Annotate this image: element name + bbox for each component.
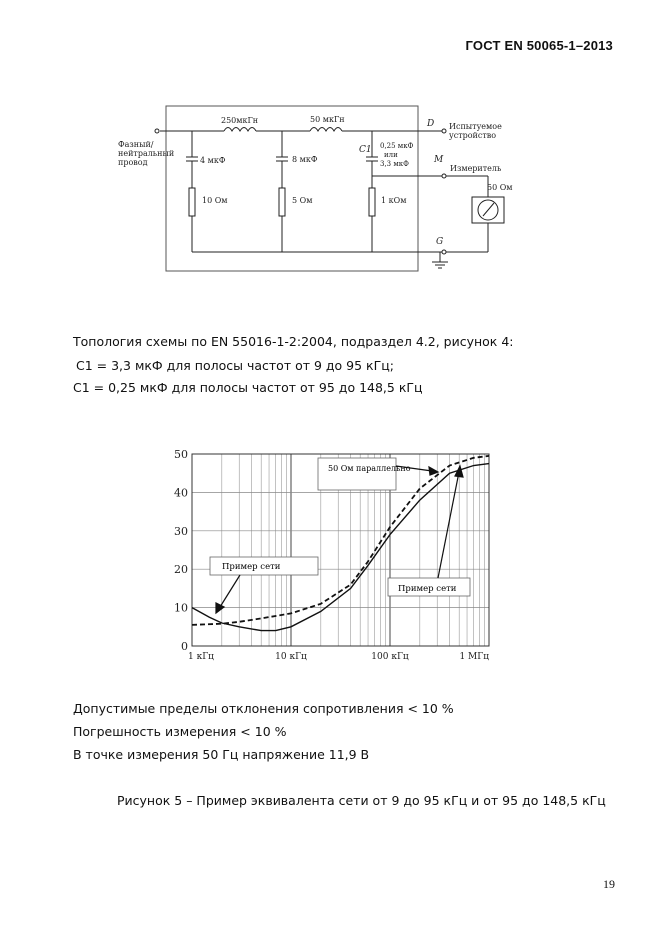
page-number: 19 — [603, 877, 615, 891]
note-line-3: В точке измерения 50 Гц напряжение 11,9 В — [73, 747, 370, 762]
y-tick-label: 10 — [174, 601, 188, 615]
left-terminal-label-1: Фазный/ — [118, 140, 154, 149]
figure-caption: Рисунок 5 – Пример эквивалента сети от 9 до 95 кГц и от 95 до 148,5 кГц — [117, 793, 606, 808]
node-m: M — [434, 155, 444, 165]
meter-res-label: 50 Ом — [487, 183, 513, 192]
node-m-label: Измеритель — [450, 164, 502, 173]
node-g: G — [436, 237, 444, 247]
topology-line-3: C1 = 0,25 мкФ для полосы частот от 95 до 148,5 кГц — [73, 380, 423, 395]
annotation-network-1: Пример сети — [222, 562, 281, 572]
node-d-label-2: устройство — [449, 131, 497, 140]
inductor2-label: 50 мкГн — [310, 115, 345, 124]
note-line-1: Допустимые пределы отклонения сопротивления < 10 % — [73, 701, 454, 716]
res3-label: 1 кОм — [381, 196, 407, 205]
cap3-value-2: или — [384, 151, 398, 159]
arrow-network-1 — [220, 575, 240, 607]
cap1-label: 4 мкФ — [200, 156, 226, 165]
document-header: ГОСТ EN 50065-1–2013 — [465, 38, 613, 53]
y-tick-label: 0 — [181, 640, 188, 653]
annotation-50ohm: 50 Ом параллельно — [328, 464, 411, 473]
cap3-value-3: 3,3 мкФ — [380, 160, 409, 168]
circuit-diagram — [110, 95, 530, 280]
y-tick-label: 30 — [174, 524, 188, 538]
left-terminal-label-2: нейтральный — [118, 149, 175, 158]
node-d-label-1: Испытуемое — [449, 122, 502, 131]
y-tick-label: 40 — [174, 486, 188, 500]
cap2-label: 8 мкФ — [292, 155, 318, 164]
cap3-name: C1 — [359, 145, 372, 155]
x-tick-label: 100 кГц — [371, 652, 409, 662]
x-tick-label: 1 кГц — [188, 652, 214, 662]
topology-line-1: Топология схемы по EN 55016-1-2:2004, подраздел 4.2, рисунок 4: — [73, 334, 514, 349]
inductor1-label: 250мкГн — [221, 116, 259, 125]
topology-line-2: C1 = 3,3 мкФ для полосы частот от 9 до 95 кГц; — [76, 358, 394, 373]
y-tick-label: 50 — [174, 448, 188, 461]
y-tick-label: 20 — [174, 563, 188, 577]
impedance-chart — [170, 440, 515, 665]
res2-label: 5 Ом — [292, 196, 313, 205]
annotation-network-2: Пример сети — [398, 584, 457, 594]
res1-label: 10 Ом — [202, 196, 228, 205]
arrow-network-2 — [438, 472, 459, 578]
left-terminal-label-3: провод — [118, 158, 148, 167]
node-d: D — [427, 119, 435, 129]
note-line-2: Погрешность измерения < 10 % — [73, 724, 287, 739]
cap3-value-1: 0,25 мкФ — [380, 142, 414, 150]
x-tick-label: 10 кГц — [275, 652, 307, 662]
x-tick-label: 1 МГц — [459, 652, 489, 662]
